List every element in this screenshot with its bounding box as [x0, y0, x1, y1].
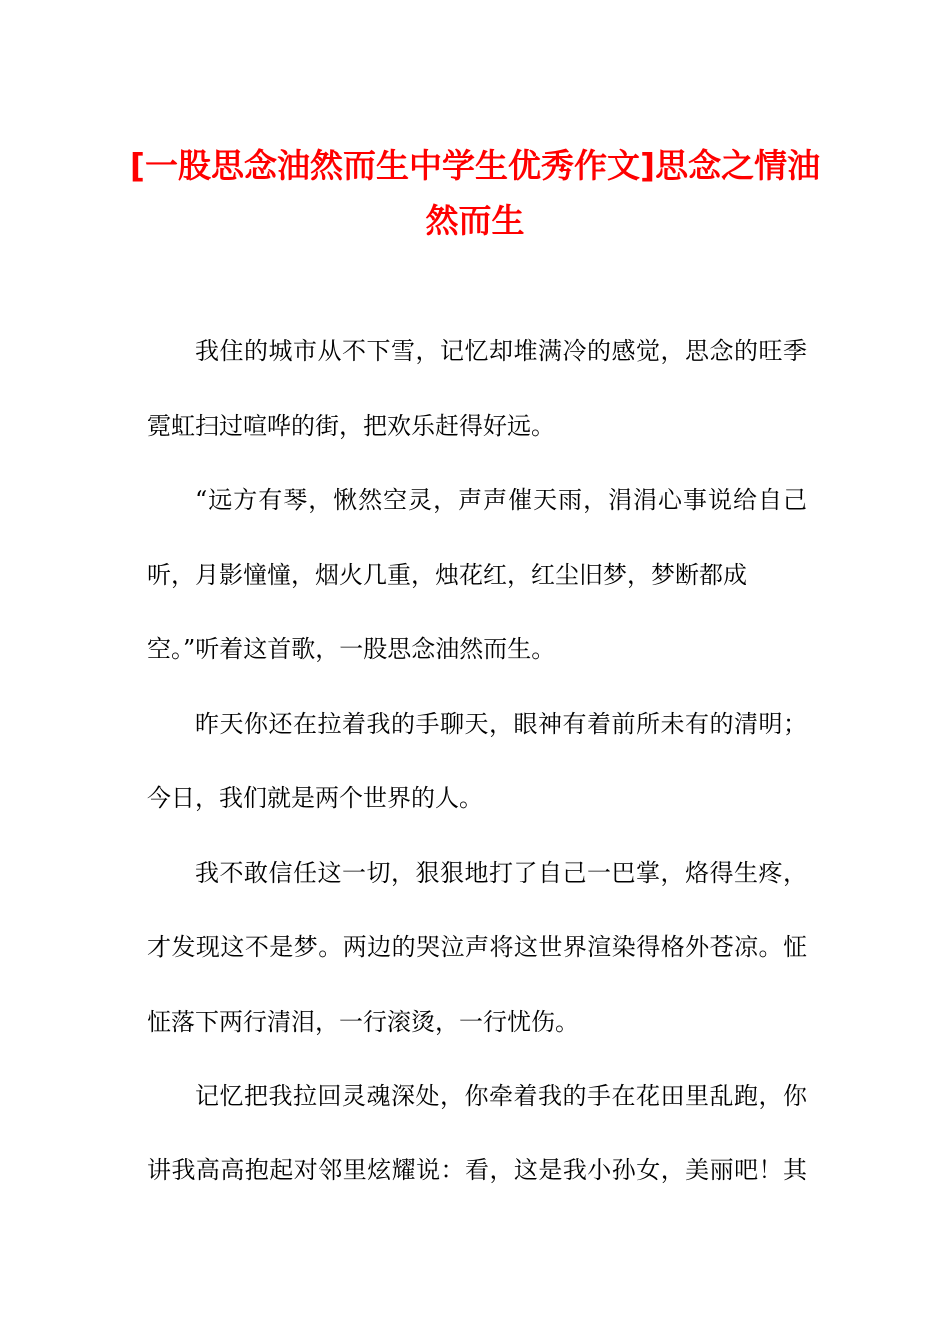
paragraph-line: “远方有琴，愀然空灵，声声催天雨，涓涓心事说给自己 — [195, 486, 807, 514]
paragraph-line: 昨天你还在拉着我的手聊天，眼神有着前所未有的清明； — [195, 710, 807, 738]
paragraph-line: 记忆把我拉回灵魂深处，你牵着我的手在花田里乱跑，你 — [195, 1082, 807, 1110]
paragraph-line: 讲我高高抱起对邻里炫耀说：看，这是我小孙女，美丽吧！其 — [147, 1156, 807, 1184]
paragraph-line: 我不敢信任这一切，狠狠地打了自己一巴掌，烙得生疼， — [195, 859, 807, 887]
paragraph-line: 今日，我们就是两个世界的人。 — [147, 784, 483, 812]
document-title: [一股思念油然而生中学生优秀作文]思念之情油然而生 — [129, 146, 821, 240]
paragraph-line: 空。”听着这首歌，一股思念油然而生。 — [147, 635, 556, 663]
paragraph-line: 才发现这不是梦。两边的哭泣声将这世界渲染得格外苍凉。怔 — [147, 933, 807, 961]
paragraph-line: 听，月影憧憧，烟火几重，烛花红，红尘旧梦，梦断都成 — [147, 561, 747, 589]
paragraph-line: 霓虹扫过喧哗的街，把欢乐赶得好远。 — [147, 412, 555, 440]
paragraph-line: 我住的城市从不下雪，记忆却堆满冷的感觉，思念的旺季 — [195, 337, 807, 365]
paragraph-line: 怔落下两行清泪，一行滚烫，一行忧伤。 — [147, 1008, 579, 1036]
